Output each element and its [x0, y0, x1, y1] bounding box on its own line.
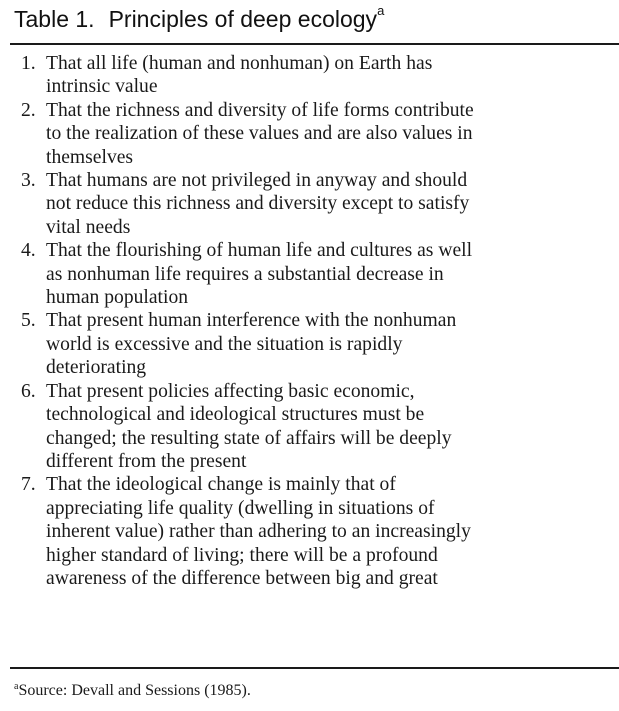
item-text-line: different from the present [46, 450, 247, 472]
item-text-line: to the realization of these values and are also values in [46, 123, 473, 145]
item-text-line: That humans are not privileged in anyway and should [46, 170, 468, 192]
footnote-marker: a [14, 681, 19, 692]
item-number: 5. [21, 310, 36, 332]
list-item [0, 169, 619, 239]
list-item [0, 380, 619, 474]
item-text-line: That all life (human and nonhuman) on Earth has [46, 53, 433, 74]
item-number: 7. [21, 474, 36, 496]
item-number: 2. [21, 99, 36, 121]
item-text-line: world is excessive and the situation is rapidly [46, 333, 403, 355]
list-item [0, 473, 619, 590]
item-text-line: technological and ideological structures must be [46, 404, 425, 426]
item-text-line: That the flourishing of human life and cultures as well [46, 240, 473, 262]
item-text-line: awareness of the difference between big and great [46, 567, 438, 589]
principles-list [0, 52, 619, 590]
item-text-line: intrinsic value [46, 76, 158, 98]
item-text-line: changed; the resulting state of affairs will be deeply [46, 427, 452, 449]
top-rule [10, 43, 619, 45]
item-number: 1. [21, 53, 36, 74]
item-text-line: That the ideological change is mainly that of [46, 474, 396, 496]
item-text-line: human population [46, 287, 189, 309]
item-text-line: higher standard of living; there will be a profound [46, 544, 438, 566]
item-text-line: vital needs [46, 216, 131, 238]
item-text-line: appreciating life quality (dwelling in situations of [46, 497, 435, 519]
footnote-text: Source: Devall and Sessions (1985). [18, 682, 251, 699]
item-number: 6. [21, 380, 36, 402]
list-item [0, 99, 619, 169]
title-footnote-marker: a [377, 3, 385, 18]
table-label: Table 1. [14, 6, 95, 32]
item-number: 3. [21, 170, 36, 192]
list-item [0, 309, 619, 379]
item-text-line: as nonhuman life requires a substantial decrease in [46, 263, 444, 285]
item-text-line: That present policies affecting basic economic, [46, 380, 415, 402]
bottom-rule [10, 667, 619, 669]
item-text-line: That present human interference with the nonhuman [46, 310, 457, 332]
list-item [0, 239, 619, 309]
item-number: 4. [21, 240, 36, 262]
item-text-line: deteriorating [46, 357, 147, 379]
table-caption [14, 2, 384, 36]
item-text-line: themselves [46, 146, 134, 168]
table-footnote [14, 681, 251, 701]
table-title: Principles of deep ecology [108, 6, 378, 32]
item-text-line: not reduce this richness and diversity except to satisfy [46, 193, 470, 215]
list-item [0, 52, 619, 99]
item-text-line: inherent value) rather than adhering to an increasingly [46, 521, 471, 543]
item-text-line: That the richness and diversity of life forms contribute [46, 99, 474, 121]
